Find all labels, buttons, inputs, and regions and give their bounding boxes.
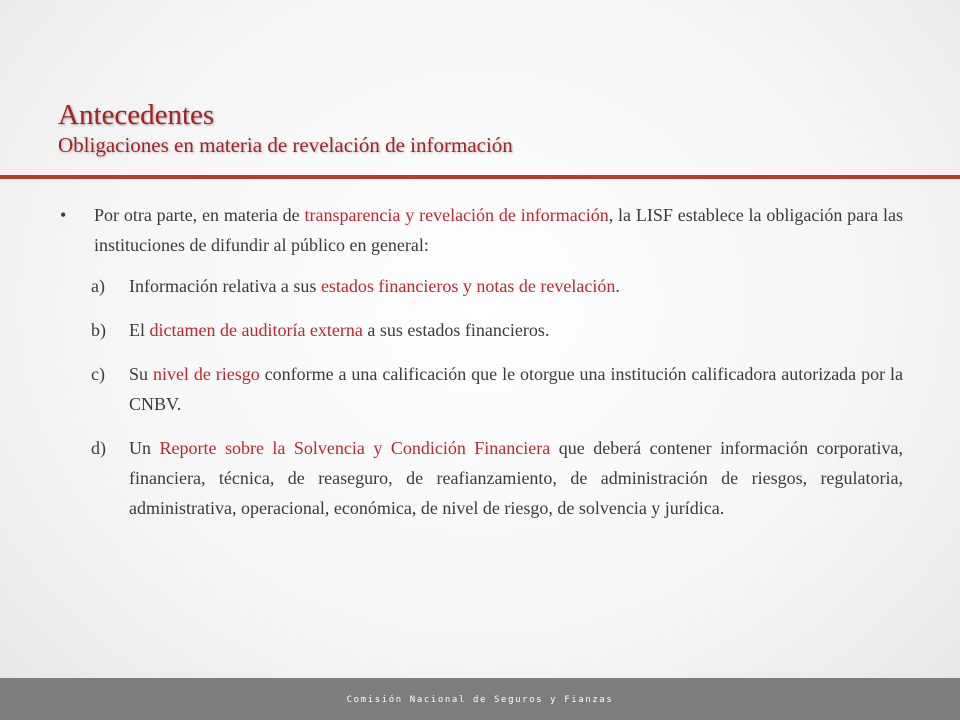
item-label: b) (91, 320, 106, 340)
item-text-pre: Su (129, 364, 153, 384)
item-text-post: conforme a una calificación que le otorgue una institución calificadora autorizada por la CNBV. (129, 364, 903, 414)
item-text-pre: Información relativa a sus (129, 276, 321, 296)
footer-text: Comisión Nacional de Seguros y Fianzas (346, 695, 614, 705)
slide-subtitle: Obligaciones en materia de revelación de información (58, 133, 513, 157)
item-label: d) (91, 438, 106, 458)
bullet-text-post: , la LISF establece la obligación para las instituciones de difundir al público en general: (94, 205, 903, 255)
item-highlight: estados financieros y notas de revelación (320, 276, 616, 296)
item-text-post: a sus estados financieros. (362, 320, 550, 340)
item-highlight: Reporte sobre la Solvencia y Condición Financiera (159, 438, 551, 458)
item-text-post: que deberá contener información corporativa, financiera, técnica, de reaseguro, de reafianzamiento, de administración de riesgos, regulatoria, administrativa, operacional, económica, de nivel de riesgo, de solvencia y jurídica. (129, 438, 904, 518)
bullet-text-pre: Por otra parte, en materia de (94, 205, 305, 225)
items-list (58, 271, 903, 523)
item-highlight: dictamen de auditoría externa (149, 320, 363, 340)
footer-bar (0, 678, 960, 720)
slide-content (58, 200, 903, 537)
item-text-post: . (615, 276, 620, 296)
item-text-pre: El (129, 320, 150, 340)
item-text-pre: Un (129, 438, 160, 458)
list-item (58, 315, 903, 345)
item-highlight: nivel de riesgo (152, 364, 260, 384)
item-label: c) (91, 364, 105, 384)
title-divider (0, 175, 960, 179)
bullet-dot: • (60, 205, 67, 225)
item-label: a) (91, 276, 105, 296)
slide-title: Antecedentes (58, 99, 215, 131)
title-block (58, 98, 513, 158)
intro-bullet (58, 200, 903, 260)
list-item (58, 359, 903, 419)
bullet-highlight: transparencia y revelación de información (304, 205, 609, 225)
list-item (58, 271, 903, 301)
list-item (58, 433, 903, 523)
